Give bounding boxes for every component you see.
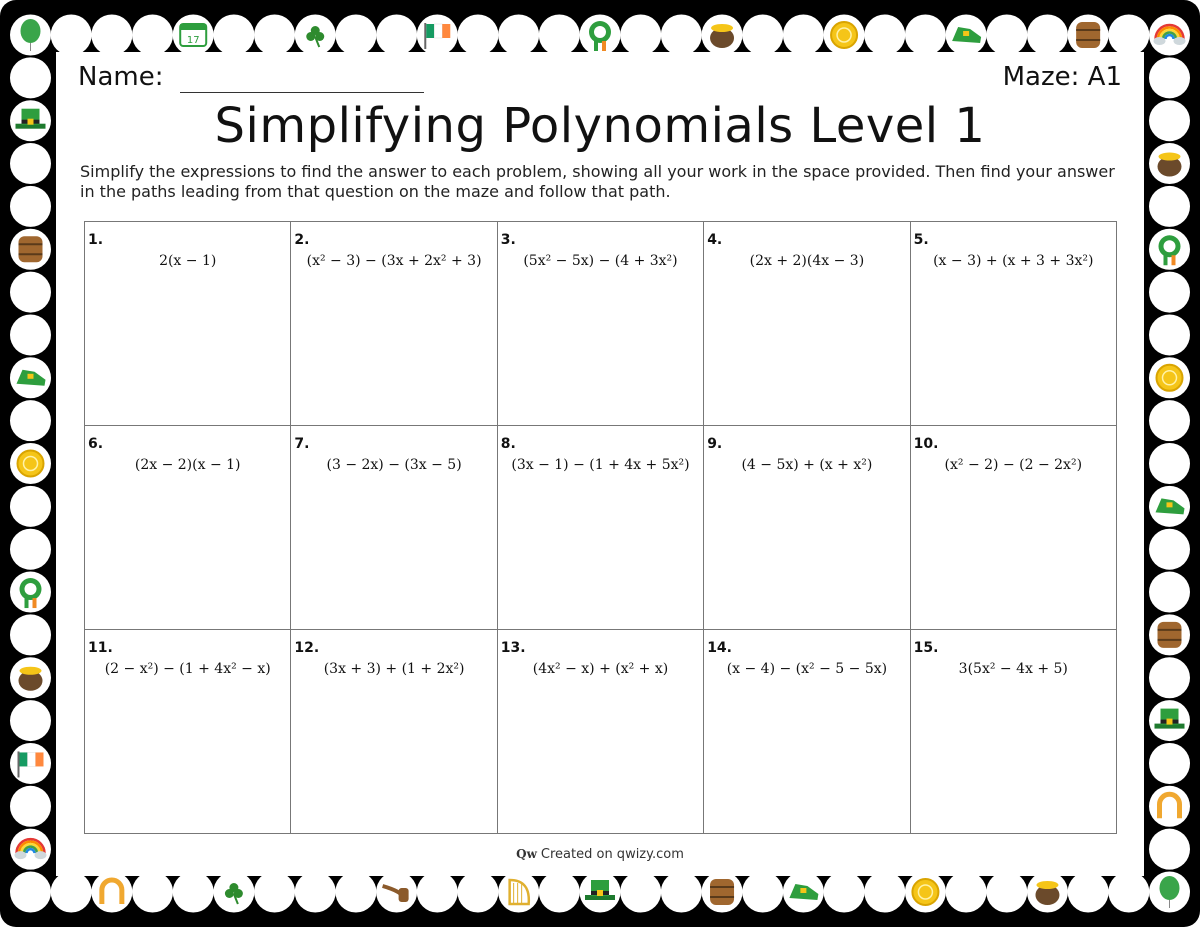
problem-expression: (3x + 3) + (1 + 2x²) <box>323 661 465 677</box>
border-circle <box>1108 872 1149 913</box>
problem-number: 9. <box>707 436 723 452</box>
border-circle <box>864 15 905 56</box>
border-circle <box>1149 15 1190 56</box>
border-circle <box>864 872 905 913</box>
problem-number: 7. <box>294 436 310 452</box>
border-circle <box>10 700 51 741</box>
border-circle <box>51 872 92 913</box>
problem-expression: (2x + 2)(4x − 3) <box>749 253 865 269</box>
border-circle <box>10 657 51 698</box>
border-circle <box>417 872 458 913</box>
border-circle <box>824 15 865 56</box>
border-circle <box>580 15 621 56</box>
problem-cell[interactable] <box>85 426 291 630</box>
border-circle <box>1149 829 1190 870</box>
border-circle <box>457 15 498 56</box>
header-row <box>78 62 1122 98</box>
problem-cell[interactable] <box>911 630 1117 834</box>
name-label: Name: <box>78 62 164 92</box>
maze-label: Maze: A1 <box>1002 62 1122 92</box>
pot-of-gold-icon <box>710 24 734 48</box>
problem-expression: (4 − 5x) + (x + x²) <box>741 457 873 473</box>
border-circle <box>173 15 214 56</box>
problem-cell[interactable] <box>704 630 910 834</box>
border-circle <box>661 15 702 56</box>
border-circle <box>1149 400 1190 441</box>
border-circle <box>132 872 173 913</box>
border-circle <box>986 872 1027 913</box>
worksheet-page <box>62 58 1138 870</box>
barrel-icon <box>19 236 43 262</box>
border-circle <box>10 57 51 98</box>
border-circle <box>702 872 743 913</box>
border-circle <box>742 15 783 56</box>
border-circle <box>10 614 51 655</box>
problem-number: 6. <box>88 436 104 452</box>
border-circle <box>10 486 51 527</box>
border-circle <box>1068 15 1109 56</box>
problem-cell[interactable] <box>291 630 497 834</box>
footer-credit <box>62 847 1138 862</box>
problem-number: 13. <box>500 640 526 656</box>
border-circle <box>1149 872 1190 913</box>
problem-expression: (x² − 3) − (3x + 2x² + 3) <box>306 253 482 269</box>
border-circle <box>10 743 51 784</box>
border-circle <box>1027 15 1068 56</box>
problem-cell[interactable] <box>498 426 704 630</box>
problem-cell[interactable] <box>85 222 291 426</box>
border-circle <box>1068 872 1109 913</box>
border-circle <box>1149 614 1190 655</box>
border-circle <box>335 872 376 913</box>
border-circle <box>10 314 51 355</box>
problem-number: 10. <box>913 436 939 452</box>
problem-number: 4. <box>707 232 723 248</box>
border-circle <box>620 872 661 913</box>
border-circle <box>1149 186 1190 227</box>
border-circle <box>1149 357 1190 398</box>
border-circle <box>498 872 539 913</box>
border-circle <box>498 15 539 56</box>
border-circle <box>10 186 51 227</box>
border-circle <box>1149 743 1190 784</box>
border-circle <box>1149 657 1190 698</box>
border-circle <box>1027 872 1068 913</box>
border-circle <box>1149 443 1190 484</box>
page-title: Simplifying Polynomials Level 1 <box>214 98 986 154</box>
border-circle <box>10 229 51 270</box>
border-circle <box>1149 700 1190 741</box>
border-circle <box>783 872 824 913</box>
problem-cell[interactable] <box>498 222 704 426</box>
border-circle <box>10 143 51 184</box>
border-circle <box>295 872 336 913</box>
problem-expression: (x − 4) − (x² − 5 − 5x) <box>726 661 888 677</box>
barrel-icon <box>1076 22 1100 48</box>
problem-expression: (x² − 2) − (2 − 2x²) <box>944 457 1083 473</box>
problem-expression: (4x² − x) + (x² + x) <box>532 661 669 677</box>
border-circle <box>10 15 51 56</box>
border-circle <box>10 786 51 827</box>
problem-cell[interactable] <box>498 630 704 834</box>
border-circle <box>91 872 132 913</box>
svg-text:17: 17 <box>186 35 200 46</box>
border-circle <box>376 872 417 913</box>
border-circle <box>539 872 580 913</box>
border-circle <box>1149 57 1190 98</box>
problem-cell[interactable] <box>85 630 291 834</box>
border-circle <box>986 15 1027 56</box>
border-circle <box>1149 100 1190 141</box>
problem-cell[interactable] <box>911 222 1117 426</box>
border-circle <box>254 15 295 56</box>
border-circle <box>702 15 743 56</box>
border-circle <box>1149 529 1190 570</box>
problem-expression: (2x − 2)(x − 1) <box>134 457 241 473</box>
problem-cell[interactable] <box>704 222 910 426</box>
border-circle <box>10 529 51 570</box>
barrel-icon <box>1158 622 1182 648</box>
border-circle <box>254 872 295 913</box>
name-field-line[interactable] <box>180 92 424 93</box>
problem-grid <box>84 221 1117 834</box>
border-circle <box>10 443 51 484</box>
border-circle <box>91 15 132 56</box>
border-circle <box>10 872 51 913</box>
border-circle <box>1149 572 1190 613</box>
border-circle <box>132 15 173 56</box>
border-circle <box>1149 272 1190 313</box>
border-circle <box>1149 314 1190 355</box>
pot-of-gold-icon <box>19 667 43 691</box>
border-circle <box>946 872 987 913</box>
problem-expression: (3 − 2x) − (3x − 5) <box>326 457 462 473</box>
problem-number: 15. <box>913 640 939 656</box>
problem-cell[interactable] <box>291 426 497 630</box>
border-circle <box>295 15 336 56</box>
gold-coin-icon <box>18 451 44 477</box>
problem-number: 12. <box>294 640 320 656</box>
border-circle <box>457 872 498 913</box>
border-circle <box>213 872 254 913</box>
border-circle <box>905 15 946 56</box>
border-circle <box>10 357 51 398</box>
border-circle <box>824 872 865 913</box>
border-circle <box>10 100 51 141</box>
border-circle <box>213 15 254 56</box>
instructions-text: Simplify the expressions to find the answer to each problem, showing all your work in the space provided. Then find your answer in the paths leading from that question on the maze and follow that path. <box>80 162 1115 201</box>
border-circle <box>417 15 458 56</box>
border-circle <box>946 15 987 56</box>
problem-number: 8. <box>500 436 516 452</box>
problem-expression: 3(5x² − 4x + 5) <box>958 661 1068 677</box>
pot-of-gold-icon <box>1158 153 1182 177</box>
problem-expression: (x − 3) + (x + 3 + 3x²) <box>933 253 1094 269</box>
problem-expression: 2(x − 1) <box>159 253 217 269</box>
border-circle <box>783 15 824 56</box>
problem-number: 3. <box>500 232 516 248</box>
problem-expression: (5x² − 5x) − (4 + 3x²) <box>523 253 678 269</box>
problem-expression: (3x − 1) − (1 + 4x + 5x²) <box>511 457 690 473</box>
border-circle <box>10 572 51 613</box>
border-circle <box>742 872 783 913</box>
border-circle <box>1149 143 1190 184</box>
problem-cell[interactable] <box>704 426 910 630</box>
qwizy-logo-icon: Qw <box>516 847 537 861</box>
calendar-icon <box>180 24 206 46</box>
pot-of-gold-icon <box>1035 881 1059 905</box>
problem-number: 2. <box>294 232 310 248</box>
border-circle <box>51 15 92 56</box>
border-circle <box>620 15 661 56</box>
problem-number: 5. <box>913 232 929 248</box>
border-circle <box>10 400 51 441</box>
border-circle <box>1149 786 1190 827</box>
border-circle <box>1149 229 1190 270</box>
border-circle <box>376 15 417 56</box>
problem-cell[interactable] <box>291 222 497 426</box>
border-circle <box>661 872 702 913</box>
border-circle <box>905 872 946 913</box>
barrel-icon <box>710 879 734 905</box>
problem-expression: (2 − x²) − (1 + 4x² − x) <box>104 661 271 677</box>
border-circle <box>335 15 376 56</box>
border-circle <box>1108 15 1149 56</box>
problem-number: 1. <box>88 232 104 248</box>
border-circle <box>173 872 214 913</box>
gold-coin-icon <box>1157 365 1183 391</box>
border-circle <box>539 15 580 56</box>
gold-coin-icon <box>831 22 857 48</box>
problem-number: 11. <box>88 640 113 656</box>
border-circle <box>580 872 621 913</box>
border-circle <box>10 829 51 870</box>
border-circle <box>1149 486 1190 527</box>
footer-text[interactable]: Created on qwizy.com <box>540 847 684 862</box>
gold-coin-icon <box>912 879 938 905</box>
problem-cell[interactable] <box>911 426 1117 630</box>
problem-number: 14. <box>707 640 732 656</box>
border-circle <box>10 272 51 313</box>
